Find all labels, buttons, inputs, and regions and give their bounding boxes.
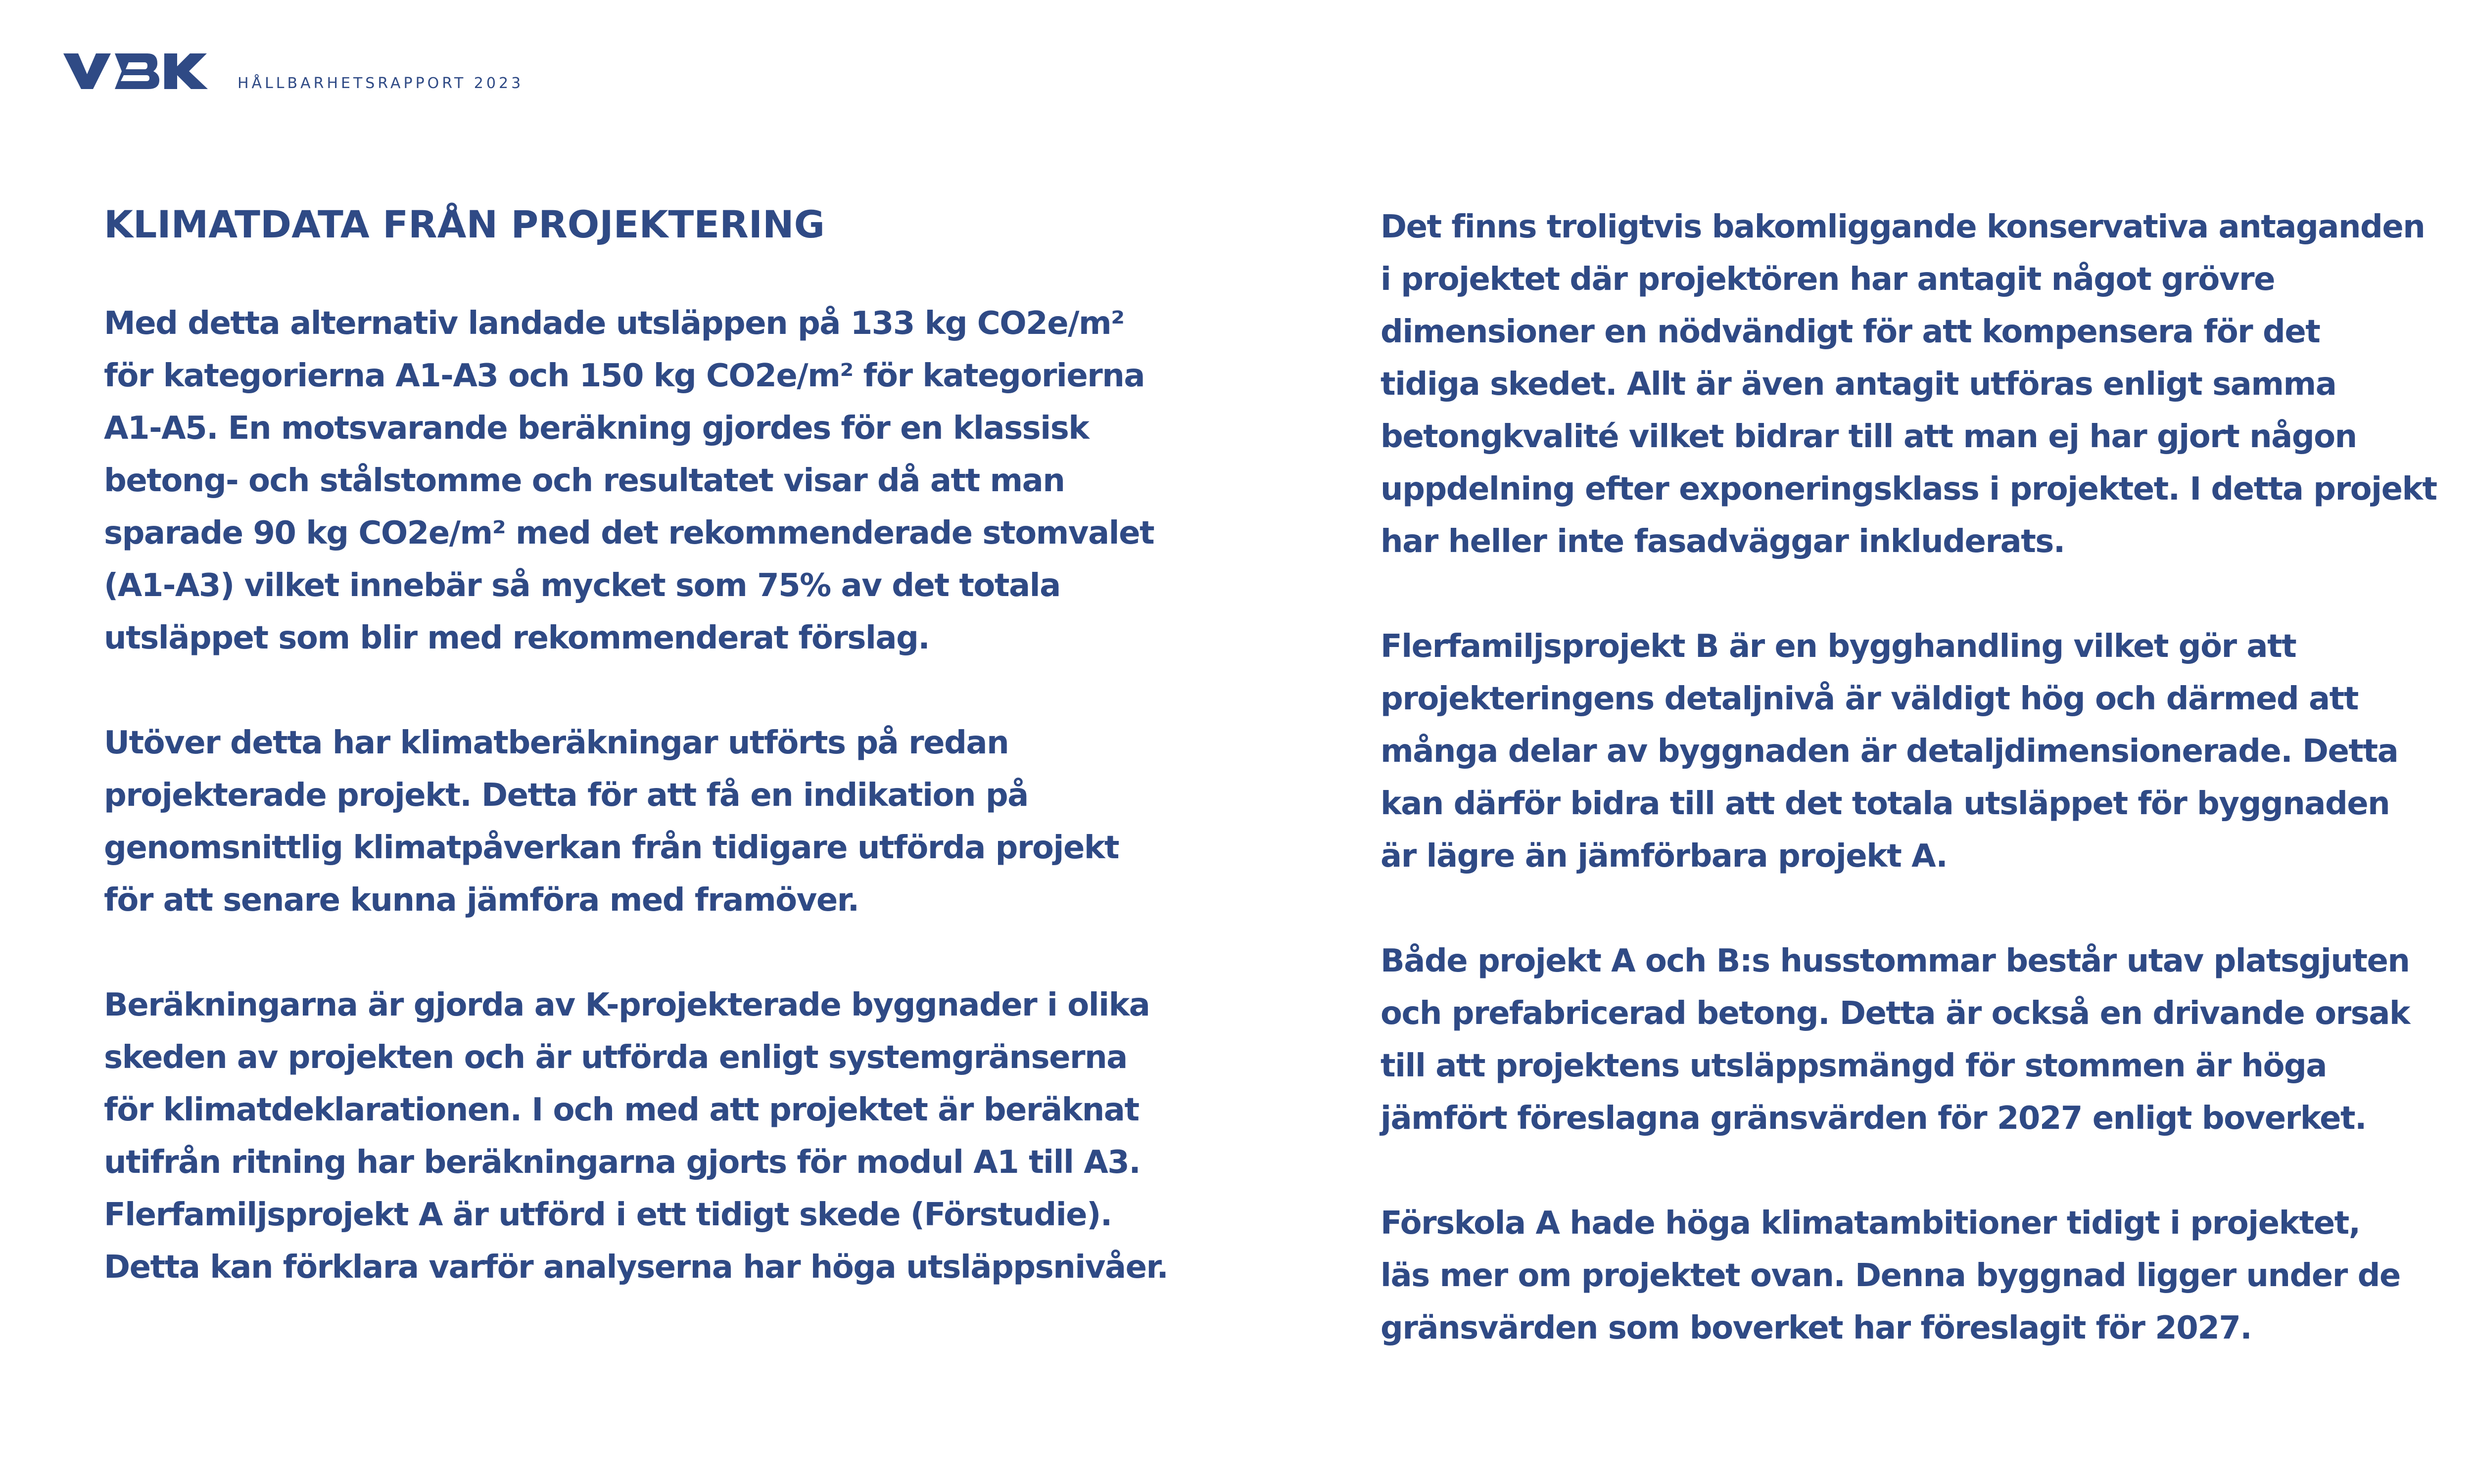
left-paragraph-1: Med detta alternativ landade utsläppen på 133 kg CO2e/m² för kategorierna A1-A3 och 150 kg CO2e/m² för kategorierna A1-A5. En motsvarande beräkning gjordes för en klassisk betong- och stålstomme och resultatet visar då att man sparade 90 kg CO2e/m² med det rekommenderade stomvalet (A1-A3) vilket innebär så mycket som 75% av det totala utsläppet som blir med rekommenderat förslag.: [104, 305, 1154, 657]
right-paragraph-1: Det finns troligtvis bakomliggande konservativa antaganden i projektet där projektören har antagit något grövre dimensioner en nödvändigt för att kompensera för det tidiga skedet. Allt är även antagit utföras enligt samma betongkvalité vilket bidrar till att man ej har gjort någon uppdelning efter exponeringsklass i projektet. I detta projekt har heller inte fasadväggar inkluderats.: [1380, 209, 2437, 560]
left-column: [104, 203, 1192, 1294]
report-label: HÅLLBARHETSRAPPORT 2023: [238, 75, 524, 92]
section-heading: KLIMATDATA FRÅN PROJEKTERING: [104, 202, 825, 246]
left-paragraph-3: Beräkningarna är gjorda av K-projekterade byggnader i olika skeden av projekten och är utförda enligt systemgränserna för klimatdeklarationen. I och med att projektet är beräknat utifrån ritning har beräkningarna gjorts för modul A1 till A3. Flerfamiljsprojekt A är utförd i ett tidigt skede (Förstudie). Detta kan förklara varför analyserna har höga utsläppsnivåer.: [104, 987, 1168, 1286]
page-header: [63, 51, 523, 91]
right-column: [1380, 201, 2474, 1354]
left-paragraph-2: Utöver detta har klimatberäkningar utförts på redan projekterade projekt. Detta för att få en indikation på genomsnittlig klimatpåverkan från tidigare utförda projekt för att senare kunna jämföra med framöver.: [104, 725, 1119, 919]
right-paragraph-2: Flerfamiljsprojekt B är en bygghandling vilket gör att projekteringens detaljnivå är väldigt hög och därmed att många delar av byggnaden är detaljdimensionerade. Detta kan därför bidra till att det totala utsläppet för byggnaden är lägre än jämförbara projekt A.: [1380, 628, 2398, 875]
right-paragraph-4: Förskola A hade höga klimatambitioner tidigt i projektet, läs mer om projektet ovan. Denna byggnad ligger under de gränsvärden som boverket har föreslagit för 2027.: [1380, 1205, 2400, 1346]
right-paragraph-3: Både projekt A och B:s husstommar består utav platsgjuten och prefabricerad betong. Detta är också en drivande orsak till att projektens utsläppsmängd för stommen är höga jämfört föreslagna gränsvärden för 2027 enligt boverket.: [1380, 943, 2410, 1137]
vbk-logo: [63, 51, 208, 91]
